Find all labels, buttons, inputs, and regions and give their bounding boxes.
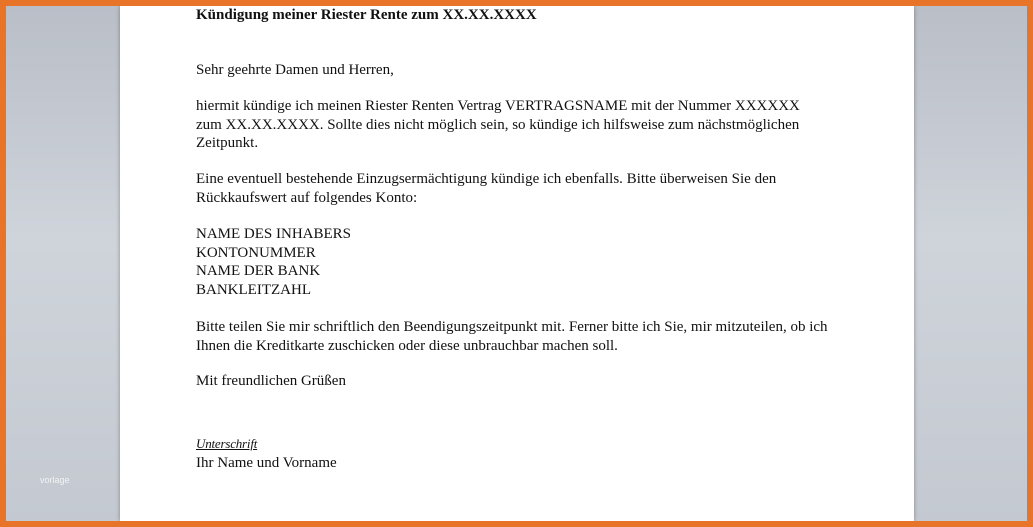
bank-detail-sort-code: BANKLEITZAHL (196, 281, 311, 298)
document-viewer (6, 6, 1027, 521)
letter-subject: Kündigung meiner Riester Rente zum XX.XX.XXXX (196, 7, 537, 23)
bank-detail-holder: NAME DES INHABERS (196, 226, 352, 242)
bank-detail-bank-name: NAME DER BANK (196, 263, 321, 279)
paragraph-direct-debit: Eine eventuell bestehende Einzugsermächtigung kündige ich ebenfalls. Bitte überweisen Sie den Rückkaufswert auf folgendes Konto: (196, 171, 777, 206)
signature-label: Unterschrift (196, 436, 258, 451)
salutation: Sehr geehrte Damen und Herren, (196, 62, 394, 78)
name-line: Ihr Name und Vorname (196, 455, 337, 471)
closing: Mit freundlichen Grüßen (196, 373, 346, 389)
bank-detail-account-number: KONTONUMMER (196, 244, 316, 261)
paragraph-confirmation-request: Bitte teilen Sie mir schriftlich den Beendigungszeitpunkt mit. Ferner bitte ich Sie, mir mitzuteilen, ob ich Ihnen die Kreditkarte zuschicken oder diese unbrauchbar machen soll. (196, 319, 828, 354)
watermark: vorlage (40, 475, 70, 485)
document-page (120, 6, 914, 521)
paragraph-cancellation: hiermit kündige ich meinen Riester Renten Vertrag VERTRAGSNAME mit der Nummer XXXXXX zum XX.XX.XXXX. Sollte dies nicht möglich sein, so kündige ich hilfsweise zum nächstmöglichen Zeitpunkt. (196, 98, 800, 151)
bank-details (196, 225, 351, 299)
